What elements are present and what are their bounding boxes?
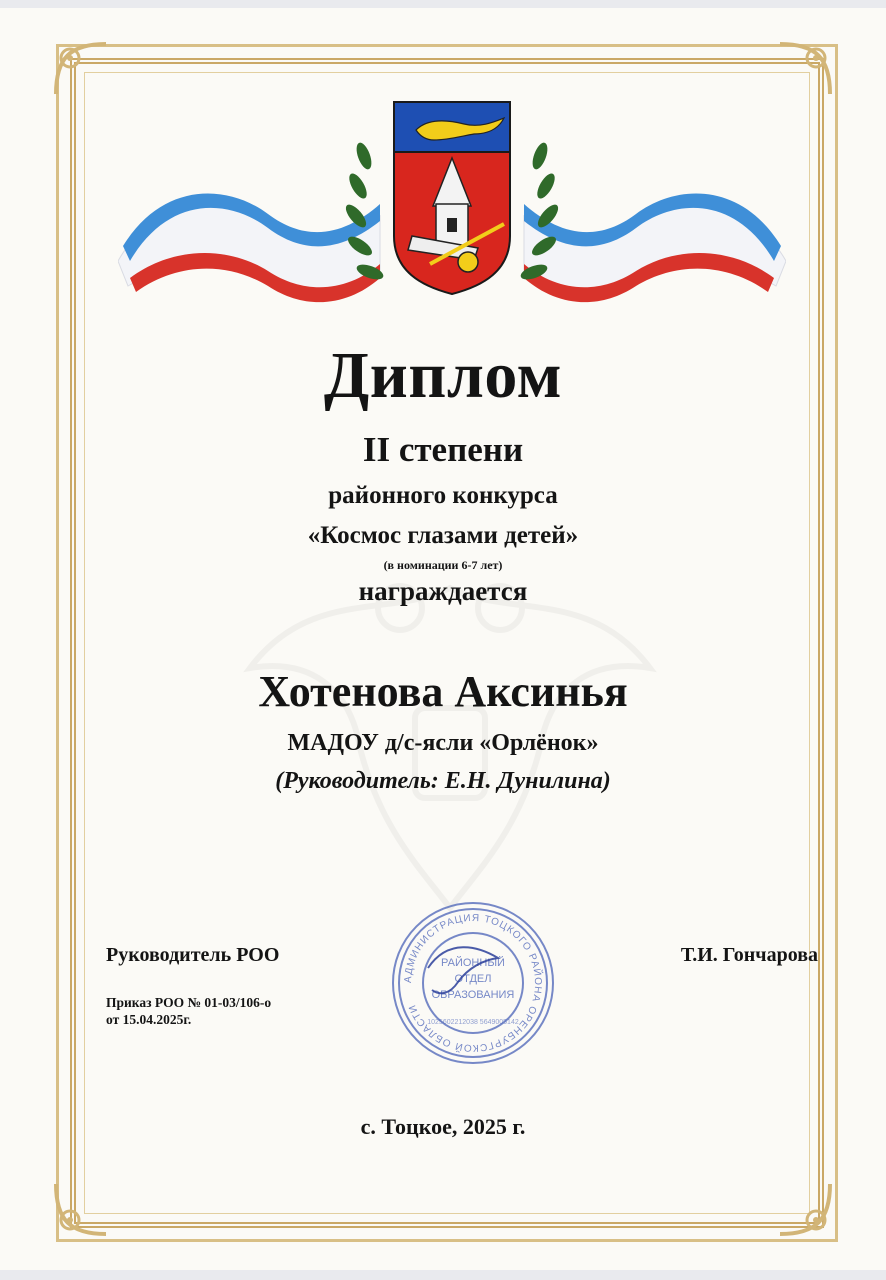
seal-numbers: 1025602212038 5649005142: [427, 1019, 519, 1026]
organization-name: МАДОУ д/с-ясли «Орлёнок»: [287, 730, 599, 756]
contest-name: «Космос глазами детей»: [307, 522, 579, 549]
diploma-degree: II степени: [362, 430, 524, 469]
ornament-corner-icon: [774, 1178, 836, 1240]
supervisor-name: (Руководитель: Е.Н. Дунилина): [275, 768, 611, 794]
diploma-sheet: [0, 8, 886, 1270]
seal-center-line1: РАЙОННЫЙ: [441, 957, 505, 969]
contest-line: районного конкурса: [328, 482, 558, 509]
awarded-label: награждается: [358, 576, 528, 606]
seal-center-line3: ОБРАЗОВАНИЯ: [431, 989, 515, 1001]
order-reference: [106, 994, 271, 1028]
order-number: Приказ РОО № 01-03/106-о: [106, 995, 272, 1010]
order-date: от 15.04.2025г.: [106, 1012, 192, 1027]
diploma-title: Диплом: [323, 339, 563, 412]
recipient-name: Хотенова Аксинья: [258, 667, 628, 716]
ornament-corner-icon: [50, 1178, 112, 1240]
signatory-role: Руководитель РОО: [106, 944, 280, 966]
ornament-corner-icon: [774, 38, 836, 100]
nomination: (в номинации 6-7 лет): [383, 558, 503, 572]
ornament-corner-icon: [50, 38, 112, 100]
signature-stroke: [428, 947, 498, 993]
seal-center-line2: ОТДЕЛ: [454, 973, 492, 985]
signatory-role-block: [106, 944, 279, 967]
seal-ring-text: АДМИНИСТРАЦИЯ ТОЦКОГО РАЙОНА ОРЕНБУРГСКОЙ ОБЛАСТИ: [402, 912, 544, 1054]
coat-of-arms-emblem-icon: [118, 96, 786, 316]
signatory-name: Т.И. Гончарова: [680, 944, 818, 966]
place-and-year: с. Тоцкое, 2025 г.: [360, 1114, 526, 1139]
official-seal-icon: [388, 898, 558, 1068]
